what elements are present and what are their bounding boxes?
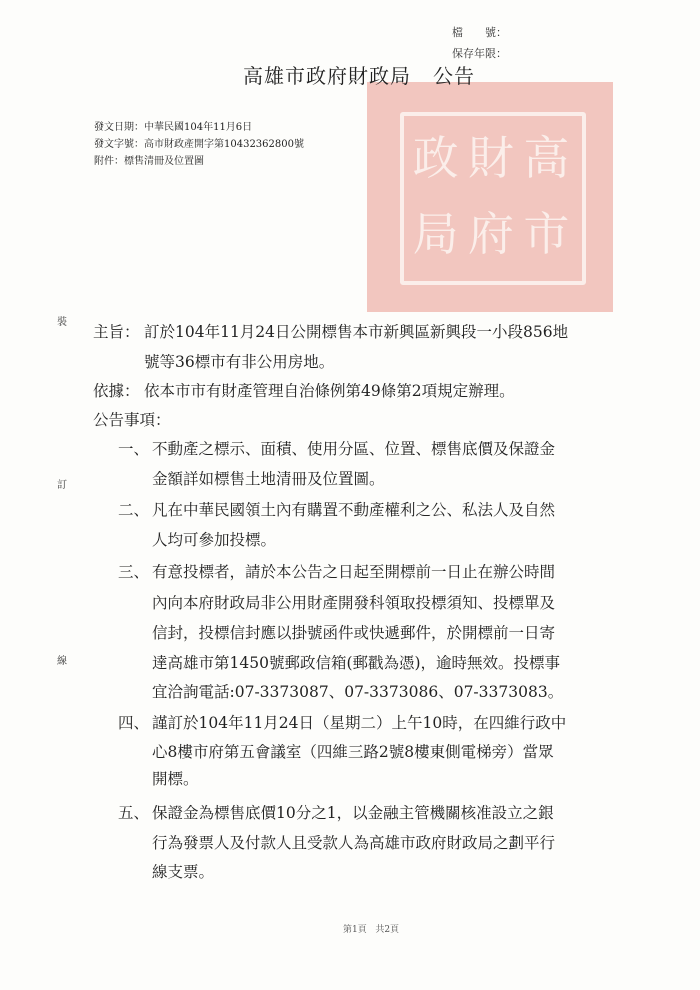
page-current: 第1頁: [343, 925, 367, 935]
item-line: 金額詳如標售土地清冊及位置圖。: [152, 470, 385, 488]
file-number-label: 檔 號：: [452, 26, 507, 39]
seal-char: 政: [412, 131, 459, 185]
item-line: 心8樓市府第五會議室（四維三路2號8樓東側電梯旁）當眾: [152, 743, 554, 761]
document-type: 公告: [433, 64, 475, 88]
basis-text: 依本市市有財產管理自治條例第49條第2項規定辦理。: [144, 382, 515, 400]
items-heading: 公告事項：: [93, 411, 171, 429]
issue-date-value: 中華民國104年11月6日: [144, 122, 253, 133]
file-info: [452, 22, 507, 64]
item-line: 保證金為標售底價10分之1，以金融主管機關核准設立之銀: [152, 804, 554, 822]
retention-label: 保存年限：: [452, 47, 507, 60]
item-line: 謹訂於104年11月24日（星期二）上午10時，在四維行政中: [152, 714, 567, 732]
issue-date-row: [94, 119, 304, 136]
item-number: 二、: [118, 501, 150, 519]
file-number-field: [452, 22, 507, 43]
subject-text-line: 號等36標市有非公用房地。: [144, 353, 335, 371]
seal-char: 高: [523, 131, 570, 185]
seal-char: 市: [523, 207, 570, 261]
page-total: 共2頁: [375, 925, 400, 935]
subject-label: 主旨：: [93, 323, 140, 341]
attachment-row: [94, 153, 304, 170]
item-number: 三、: [118, 563, 150, 581]
page-footer: [343, 922, 399, 935]
document-number-value: 高市財政產開字第10432362800號: [144, 139, 304, 150]
item-number: 一、: [118, 440, 150, 458]
item-line: 行為發票人及付款人且受款人為高雄市政府財政局之劃平行: [152, 834, 556, 852]
item-line: 有意投標者，請於本公告之日起至開標前一日止在辦公時間: [152, 563, 556, 581]
item-number: 五、: [118, 804, 150, 822]
item-line: 開標。: [152, 770, 199, 788]
item-line: 內向本府財政局非公用財產開發科領取投標須知、投標單及: [152, 594, 556, 612]
item-line: 宜洽詢電話:07-3373087、07-3373086、07-3373083。: [152, 683, 564, 701]
attachment-label: 附件：: [94, 156, 124, 167]
agency-name: 高雄市政府財政局: [243, 64, 411, 88]
attachment-value: 標售清冊及位置圖: [124, 156, 204, 167]
item-line: 信封，投標信封應以掛號函件或快遞郵件，於開標前一日寄: [152, 624, 556, 642]
basis-label: 依據：: [93, 382, 140, 400]
item-number: 四、: [118, 714, 150, 732]
document-meta: [94, 119, 304, 170]
document-number-row: [94, 136, 304, 153]
item-line: 線支票。: [152, 863, 215, 881]
seal-characters: [408, 120, 574, 272]
seal-char: 財: [467, 131, 514, 185]
item-line: 不動產之標示、面積、使用分區、位置、標售底價及保證金: [152, 440, 556, 458]
binding-mark-staple: 訂: [57, 480, 67, 491]
item-line: 凡在中華民國領土內有購置不動產權利之公、私法人及自然: [152, 501, 556, 519]
subject-text-line: 訂於104年11月24日公開標售本市新興區新興段一小段856地: [144, 323, 569, 341]
seal-char: 府: [467, 207, 514, 261]
seal-char: 局: [412, 207, 459, 261]
document-number-label: 發文字號：: [94, 139, 144, 150]
document-title: [243, 60, 475, 89]
binding-mark-bind: 裝: [57, 317, 67, 328]
binding-mark-line: 線: [57, 656, 67, 667]
issue-date-label: 發文日期：: [94, 122, 144, 133]
item-line: 人均可參加投標。: [152, 531, 277, 549]
item-line: 達高雄市第1450號郵政信箱(郵戳為憑)，逾時無效。投標事: [152, 654, 561, 672]
